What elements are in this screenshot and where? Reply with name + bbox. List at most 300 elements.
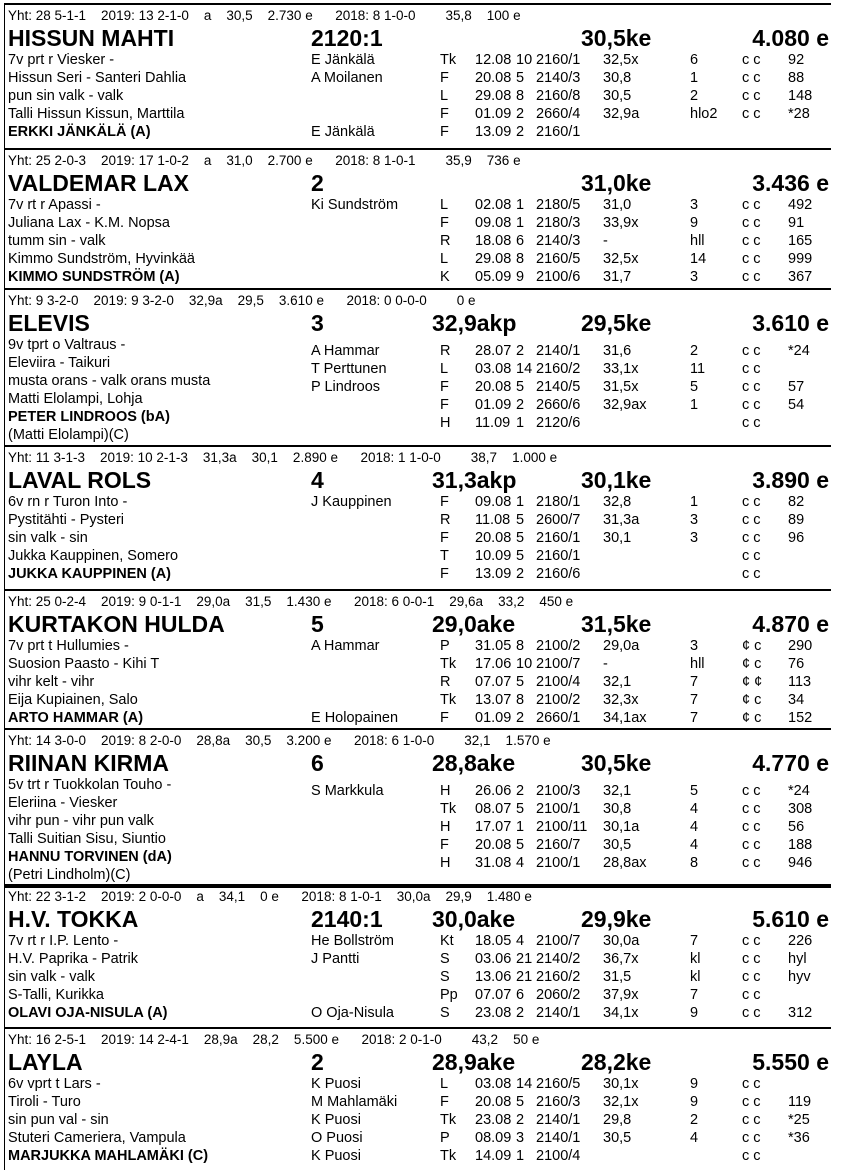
race-cell: 32,3x [603, 692, 639, 708]
race-cell: 2 [690, 1112, 699, 1128]
race-cell: c c [742, 233, 761, 249]
race-cell: 4 [516, 855, 525, 871]
race-cell: 32,1 [603, 674, 632, 690]
race-cell: 30,8 [603, 70, 632, 86]
total-earnings: 3.890 e [752, 467, 829, 493]
race-cell: ¢ c [742, 692, 762, 708]
race-cell: 2660/4 [536, 106, 581, 122]
horse-info-line: MARJUKKA MAHLAMÄKI (C) [8, 1148, 209, 1164]
race-cell: T [440, 548, 449, 564]
race-cell: 14 [516, 1076, 533, 1092]
race-cell: 21 [516, 969, 533, 985]
best-time: 30,1ke [581, 467, 652, 493]
race-cell: Tk [440, 52, 457, 68]
race-cell: 492 [788, 197, 813, 213]
total-earnings: 3.436 e [752, 170, 829, 196]
race-cell: 7 [690, 692, 699, 708]
race-cell: 11.09 [475, 415, 511, 431]
race-cell: 2140/1 [536, 1005, 581, 1021]
horse-info-line: pun sin valk - valk [8, 88, 124, 104]
start-number: 2120:1 [311, 25, 383, 51]
total-earnings: 5.610 e [752, 906, 829, 932]
race-cell: 1 [516, 215, 525, 231]
horse-info-line: Matti Elolampi, Lohja [8, 391, 143, 407]
race-cell: hyl [788, 951, 807, 967]
race-cell: 30,5 [603, 837, 632, 853]
race-cell: c c [742, 197, 761, 213]
horse-entry [0, 148, 857, 288]
race-cell: hlo2 [690, 106, 718, 122]
stats-line: Yht: 16 2-5-1 2019: 14 2-4-1 28,9a 28,2 5.500 e 2018: 2 0-1-0 43,2 50 e [8, 1032, 540, 1047]
race-cell: F [440, 710, 449, 726]
race-cell: L [440, 1076, 449, 1092]
race-cell: Tk [440, 656, 457, 672]
horse-info-line: Eleviira - Taikuri [8, 355, 111, 371]
race-cell: 31,7 [603, 269, 632, 285]
race-cell: kl [690, 951, 701, 967]
race-cell: 23.08 [475, 1112, 512, 1128]
entry-divider [4, 1027, 831, 1029]
race-cell: c c [742, 70, 761, 86]
race-cell: 2100/11 [536, 819, 588, 835]
entry-divider [4, 728, 831, 730]
race-cell: 20.08 [475, 70, 512, 86]
race-cell: 30,0a [603, 933, 640, 949]
horse-name: LAVAL ROLS [8, 467, 152, 493]
race-cell: 6 [516, 987, 525, 1003]
horse-info-line: OLAVI OJA-NISULA (A) [8, 1005, 168, 1021]
race-cell: 2180/3 [536, 215, 581, 231]
driver-name: A Hammar [311, 343, 380, 359]
race-cell: c c [742, 969, 761, 985]
start-number: 2 [311, 170, 324, 196]
horse-info-line: sin pun val - sin [8, 1112, 109, 1128]
entry-divider [4, 445, 831, 447]
race-cell: 17.06 [475, 656, 512, 672]
horse-info-line: Talli Suitian Sisu, Siuntio [8, 831, 166, 847]
horse-info-line: Eleriina - Viesker [8, 795, 118, 811]
race-cell: c c [742, 269, 761, 285]
race-cell: ¢ ¢ [742, 674, 763, 690]
race-cell: c c [742, 1076, 761, 1092]
race-cell: F [440, 379, 449, 395]
race-cell: 2100/1 [536, 855, 581, 871]
race-cell: 10 [516, 656, 533, 672]
total-earnings: 4.870 e [752, 611, 829, 637]
left-border [4, 148, 5, 288]
horse-info-line: 5v trt r Tuokkolan Touho - [8, 777, 172, 793]
race-cell: 76 [788, 656, 805, 672]
race-cell: 2140/1 [536, 1130, 581, 1146]
race-cell: 07.07 [475, 674, 512, 690]
start-number: 6 [311, 750, 324, 776]
horse-entry [0, 3, 857, 148]
race-cell: 30,1a [603, 819, 640, 835]
race-cell: 946 [788, 855, 813, 871]
race-cell: 5 [690, 783, 699, 799]
race-cell: 2 [516, 566, 525, 582]
race-cell: 17.07 [475, 819, 512, 835]
race-cell: c c [742, 1094, 761, 1110]
race-cell: c c [742, 251, 761, 267]
race-cell: 2 [516, 106, 525, 122]
race-cell: 6 [516, 233, 525, 249]
race-cell: 34,1x [603, 1005, 639, 1021]
race-cell: L [440, 197, 449, 213]
race-cell: 29.08 [475, 88, 512, 104]
race-cell: 03.08 [475, 1076, 512, 1092]
driver-name: K Puosi [311, 1112, 361, 1128]
horse-info-line: Tiroli - Turo [8, 1094, 81, 1110]
race-cell: c c [742, 397, 761, 413]
stats-line: Yht: 25 0-2-4 2019: 9 0-1-1 29,0a 31,5 1.430 e 2018: 6 0-0-1 29,6a 33,2 450 e [8, 594, 574, 609]
horse-entry [0, 884, 857, 1027]
record-time: 29,0ake [432, 611, 516, 637]
horse-info-line: KIMMO SUNDSTRÖM (A) [8, 269, 180, 285]
race-cell: *36 [788, 1130, 810, 1146]
race-cell: 30,5 [603, 88, 632, 104]
race-cell: F [440, 70, 449, 86]
horse-info-line: ERKKI JÄNKÄLÄ (A) [8, 124, 151, 140]
driver-name: K Puosi [311, 1148, 361, 1164]
race-cell: 32,1x [603, 1094, 639, 1110]
driver-name: E Jänkälä [311, 52, 375, 68]
race-cell: 1 [516, 494, 525, 510]
horse-info-line: sin valk - sin [8, 530, 88, 546]
race-cell: 2160/8 [536, 88, 581, 104]
driver-name: He Bollström [311, 933, 394, 949]
race-cell: 29,0a [603, 638, 640, 654]
race-cell: 165 [788, 233, 813, 249]
race-cell: 1 [516, 197, 525, 213]
horse-info-line: H.V. Paprika - Patrik [8, 951, 139, 967]
race-cell: 2 [516, 1112, 525, 1128]
race-cell: 36,7x [603, 951, 639, 967]
record-time: 28,9ake [432, 1049, 516, 1075]
horse-info-line: vihr kelt - vihr [8, 674, 95, 690]
race-cell: 3 [690, 269, 699, 285]
race-cell: - [603, 656, 608, 672]
race-cell: 2160/6 [536, 566, 581, 582]
race-cell: 113 [788, 674, 812, 690]
horse-info-line: musta orans - valk orans musta [8, 373, 211, 389]
race-cell: 2160/1 [536, 530, 581, 546]
race-cell: 188 [788, 837, 813, 853]
race-cell: R [440, 233, 451, 249]
race-cell: 148 [788, 88, 813, 104]
race-cell: hll [690, 656, 705, 672]
race-cell: 2 [516, 397, 525, 413]
race-cell: c c [742, 801, 761, 817]
race-cell: 11.08 [475, 512, 511, 528]
race-cell: 20.08 [475, 837, 512, 853]
race-cell: 2160/3 [536, 1094, 581, 1110]
horse-info-line: 9v tprt o Valtraus - [8, 337, 126, 353]
race-cell: R [440, 343, 451, 359]
entry-divider [4, 3, 831, 5]
race-cell: 01.09 [475, 106, 512, 122]
horse-info-line: 6v rn r Turon Into - [8, 494, 128, 510]
race-cell: c c [742, 855, 761, 871]
race-cell: c c [742, 951, 761, 967]
driver-name: M Mahlamäki [311, 1094, 398, 1110]
race-cell: c c [742, 933, 761, 949]
race-cell: 2100/1 [536, 801, 581, 817]
race-cell: 3 [690, 638, 699, 654]
race-cell: 2160/5 [536, 1076, 581, 1092]
race-cell: c c [742, 530, 761, 546]
race-cell: 2 [516, 1005, 525, 1021]
race-cell: 14.09 [475, 1148, 512, 1164]
race-cell: 290 [788, 638, 813, 654]
race-cell: 8 [516, 692, 525, 708]
horse-entry [0, 728, 857, 884]
race-cell: 2600/7 [536, 512, 581, 528]
race-cell: 2060/2 [536, 987, 581, 1003]
start-number: 5 [311, 611, 324, 637]
race-cell: 2 [516, 124, 525, 140]
race-cell: 8 [516, 638, 525, 654]
horse-info-line: S-Talli, Kurikka [8, 987, 104, 1003]
race-cell: H [440, 855, 451, 871]
driver-name: Ki Sundström [311, 197, 399, 213]
race-cell: 92 [788, 52, 805, 68]
race-cell: 30,1x [603, 1076, 639, 1092]
left-border [4, 445, 5, 589]
race-cell: 2100/4 [536, 674, 581, 690]
race-cell: 32,5x [603, 52, 639, 68]
race-cell: 02.08 [475, 197, 512, 213]
race-cell: Tk [440, 1112, 457, 1128]
race-cell: 37,9x [603, 987, 639, 1003]
horse-info-line: 7v rt r Apassi - [8, 197, 101, 213]
race-cell: 2100/2 [536, 638, 581, 654]
race-cell: 05.09 [475, 269, 512, 285]
total-earnings: 4.770 e [752, 750, 829, 776]
horse-info-line: 6v vprt t Lars - [8, 1076, 101, 1092]
horse-info-line: (Petri Lindholm)(C) [8, 867, 131, 883]
race-cell: 5 [516, 674, 525, 690]
race-cell: 13.09 [475, 566, 512, 582]
race-cell: 8 [516, 88, 525, 104]
driver-name: A Moilanen [311, 70, 383, 86]
race-cell: 14 [516, 361, 533, 377]
driver-name: A Hammar [311, 638, 380, 654]
race-cell: 8 [516, 251, 525, 267]
race-cell: c c [742, 819, 761, 835]
race-cell: 308 [788, 801, 813, 817]
race-cell: 20.08 [475, 379, 512, 395]
race-cell: 89 [788, 512, 805, 528]
race-cell: 32,8 [603, 494, 632, 510]
horse-name: KURTAKON HULDA [8, 611, 225, 637]
race-cell: 10 [516, 52, 533, 68]
race-cell: 9 [690, 215, 699, 231]
race-cell: S [440, 1005, 450, 1021]
race-cell: Tk [440, 692, 457, 708]
race-cell: 54 [788, 397, 805, 413]
left-border [4, 288, 5, 445]
race-cell: 2160/2 [536, 969, 581, 985]
stats-line: Yht: 28 5-1-1 2019: 13 2-1-0 a 30,5 2.730 e 2018: 8 1-0-0 35,8 100 e [8, 8, 521, 23]
race-cell: c c [742, 566, 761, 582]
race-cell: *28 [788, 106, 810, 122]
race-cell: 7 [690, 674, 699, 690]
race-cell: 21 [516, 951, 533, 967]
race-cell: R [440, 512, 451, 528]
race-cell: c c [742, 343, 761, 359]
race-cell: F [440, 124, 449, 140]
race-cell: 11 [690, 361, 706, 377]
race-cell: 2100/3 [536, 783, 581, 799]
entry-divider [4, 288, 831, 290]
race-cell: 152 [788, 710, 813, 726]
driver-name: E Holopainen [311, 710, 399, 726]
race-cell: P [440, 638, 450, 654]
race-cell: 28.07 [475, 343, 512, 359]
race-cell: 7 [690, 710, 699, 726]
driver-name: K Puosi [311, 1076, 361, 1092]
race-cell: 2160/7 [536, 837, 581, 853]
race-cell: H [440, 415, 451, 431]
race-cell: F [440, 566, 449, 582]
race-cell: R [440, 674, 451, 690]
race-cell: 3 [690, 512, 699, 528]
record-time: 32,9akp [432, 310, 517, 336]
race-cell: 9 [690, 1005, 699, 1021]
horse-info-line: (Matti Elolampi)(C) [8, 427, 129, 443]
race-cell: c c [742, 1005, 761, 1021]
horse-info-line: 7v prt t Hullumies - [8, 638, 129, 654]
race-cell: 30,8 [603, 801, 632, 817]
race-cell: 5 [516, 70, 525, 86]
race-cell: 29,8 [603, 1112, 632, 1128]
race-cell: 5 [516, 379, 525, 395]
race-cell: Kt [440, 933, 454, 949]
race-cell: F [440, 215, 449, 231]
best-time: 31,5ke [581, 611, 652, 637]
race-cell: 2160/1 [536, 124, 581, 140]
race-cell: c c [742, 415, 761, 431]
race-cell: 2140/5 [536, 379, 581, 395]
race-cell: 13.06 [475, 969, 512, 985]
horse-entry [0, 288, 857, 445]
race-cell: 31,5 [603, 969, 632, 985]
race-cell: Tk [440, 1148, 457, 1164]
race-cell: c c [742, 548, 761, 564]
driver-name: O Oja-Nisula [311, 1005, 394, 1021]
horse-entry [0, 445, 857, 589]
race-cell: 2 [516, 783, 525, 799]
horse-name: RIINAN KIRMA [8, 750, 169, 776]
best-time: 29,5ke [581, 310, 652, 336]
horse-entry [0, 589, 857, 728]
race-cell: 2660/1 [536, 710, 581, 726]
race-cell: 18.05 [475, 933, 512, 949]
race-cell: 3 [690, 197, 699, 213]
race-cell: c c [742, 106, 761, 122]
left-border [4, 728, 5, 884]
race-cell: c c [742, 987, 761, 1003]
race-cell: 31,5x [603, 379, 639, 395]
horse-info-line: vihr pun - vihr pun valk [8, 813, 154, 829]
race-cell: 03.06 [475, 951, 512, 967]
start-number: 2140:1 [311, 906, 383, 932]
race-cell: *24 [788, 343, 810, 359]
driver-name: J Pantti [311, 951, 360, 967]
race-cell: 367 [788, 269, 813, 285]
race-cell: 2 [516, 710, 525, 726]
entry-divider [4, 589, 831, 591]
race-cell: 31,3a [603, 512, 640, 528]
race-cell: 6 [690, 52, 699, 68]
race-cell: H [440, 783, 451, 799]
race-cell: 1 [690, 397, 699, 413]
left-border [4, 3, 5, 148]
horse-info-line: Pystitähti - Pysteri [8, 512, 125, 528]
race-cell: 1 [690, 494, 699, 510]
race-cell: 4 [690, 837, 699, 853]
race-cell: 3 [690, 530, 699, 546]
race-cell: F [440, 106, 449, 122]
race-cell: 2120/6 [536, 415, 581, 431]
race-cell: 5 [516, 512, 525, 528]
race-cell: c c [742, 361, 761, 377]
race-cell: 2100/7 [536, 933, 581, 949]
race-cell: 1 [516, 415, 525, 431]
race-cell: 5 [516, 837, 525, 853]
race-cell: 08.07 [475, 801, 512, 817]
race-cell: Pp [440, 987, 458, 1003]
race-cell: 20.08 [475, 1094, 512, 1110]
race-cell: 9 [690, 1094, 699, 1110]
start-number: 2 [311, 1049, 324, 1075]
race-cell: 14 [690, 251, 707, 267]
race-cell: kl [690, 969, 701, 985]
horse-info-line: JUKKA KAUPPINEN (A) [8, 566, 171, 582]
race-cell: 08.09 [475, 1130, 512, 1146]
race-cell: 5 [516, 530, 525, 546]
race-cell: 226 [788, 933, 813, 949]
horse-entry [0, 1027, 857, 1170]
race-cell: 31.08 [475, 855, 512, 871]
race-cell: c c [742, 215, 761, 231]
race-cell: ¢ c [742, 710, 762, 726]
race-cell: 10.09 [475, 548, 512, 564]
race-cell: F [440, 397, 449, 413]
race-cell: 07.07 [475, 987, 512, 1003]
race-cell: c c [742, 783, 761, 799]
race-cell: 30,5 [603, 1130, 632, 1146]
race-cell: 4 [690, 1130, 699, 1146]
race-cell: H [440, 819, 451, 835]
race-cell: 2660/6 [536, 397, 581, 413]
race-cell: c c [742, 494, 761, 510]
total-earnings: 4.080 e [752, 25, 829, 51]
horse-info-line: Hissun Seri - Santeri Dahlia [8, 70, 187, 86]
race-cell: 2100/4 [536, 1148, 581, 1164]
total-earnings: 3.610 e [752, 310, 829, 336]
race-cell: 56 [788, 819, 805, 835]
stats-line: Yht: 22 3-1-2 2019: 2 0-0-0 a 34,1 0 e 2018: 8 1-0-1 30,0a 29,9 1.480 e [8, 889, 532, 904]
best-time: 31,0ke [581, 170, 652, 196]
race-cell: 4 [690, 801, 699, 817]
race-cell: 57 [788, 379, 805, 395]
race-cell: 34,1ax [603, 710, 647, 726]
race-cell: 32,9ax [603, 397, 647, 413]
left-border [4, 589, 5, 728]
driver-name: E Jänkälä [311, 124, 375, 140]
